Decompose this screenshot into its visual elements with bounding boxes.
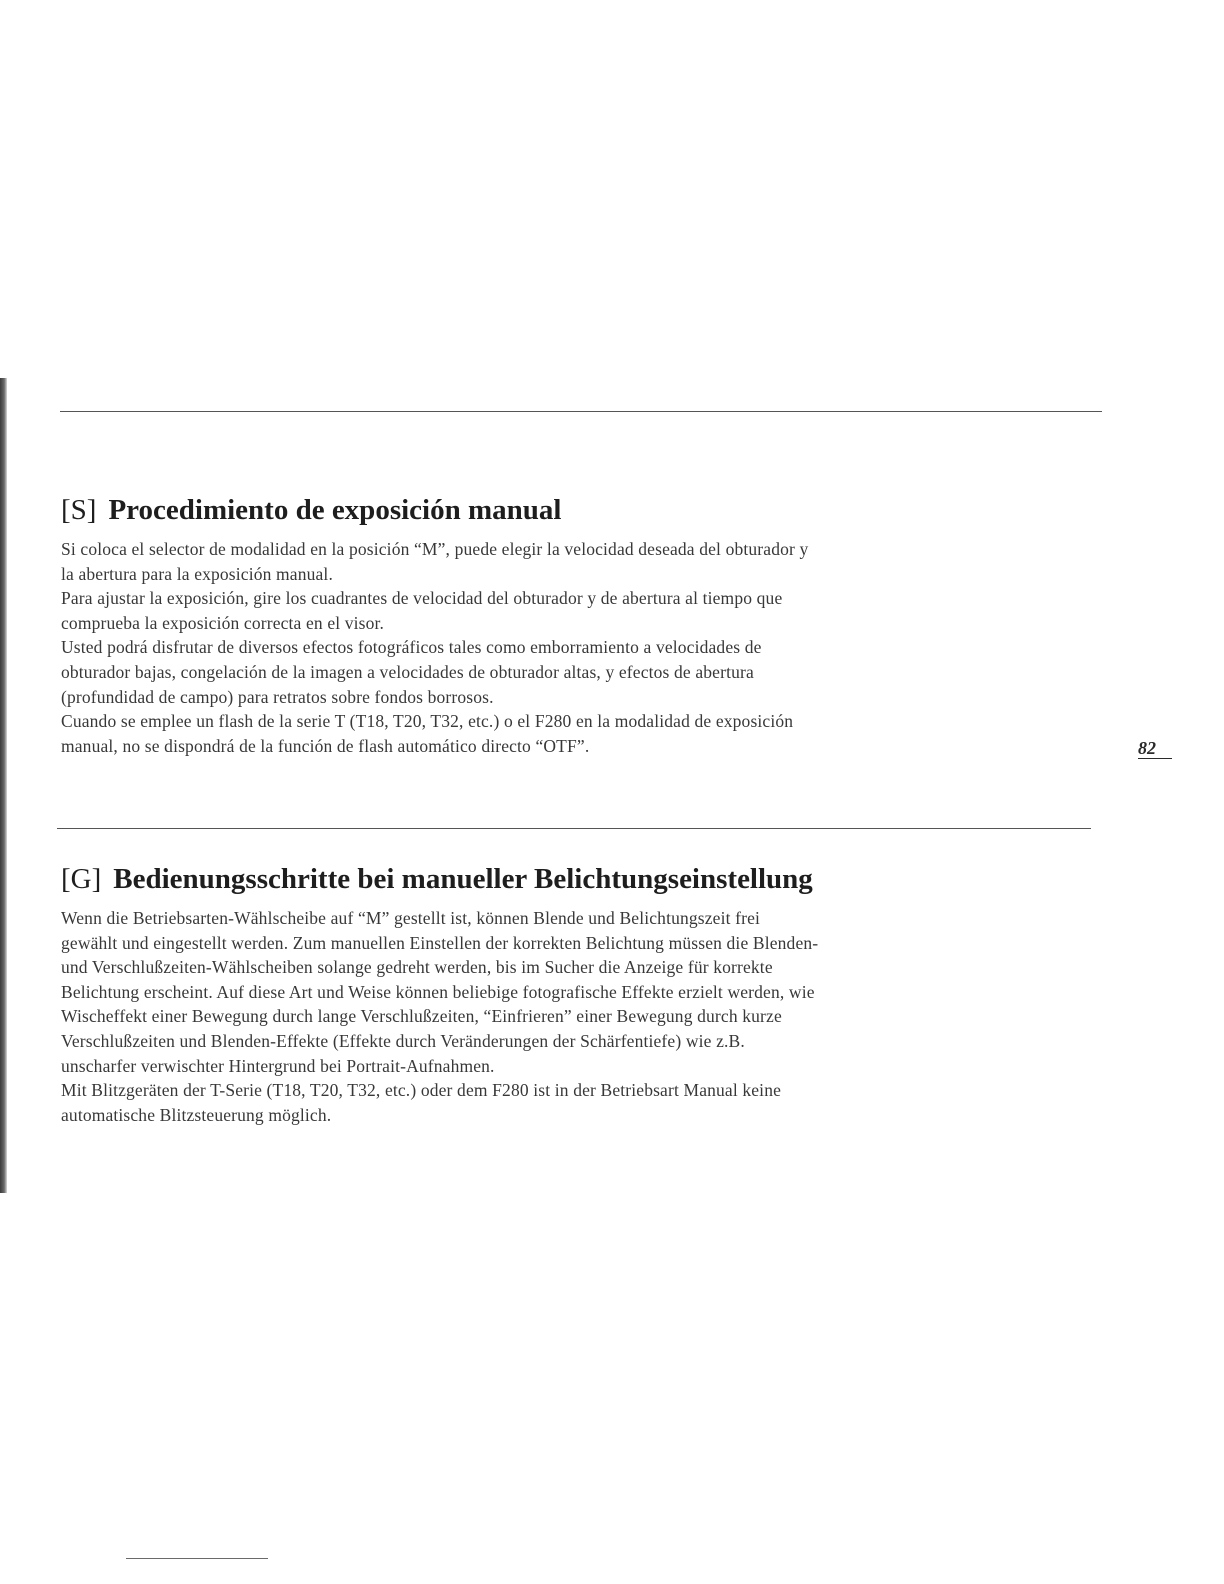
paragraph-line: Cuando se emplee un flash de la serie T (T18, T20, T32, etc.) o el F280 en la modalidad de exposición [61, 711, 794, 732]
page-number: 82 [1138, 738, 1172, 759]
language-tag: [G] [61, 863, 102, 895]
paragraph-line: Wenn die Betriebsarten-Wählscheibe auf “M” gestellt ist, können Blende und Belichtungszeit frei [61, 908, 761, 928]
paragraph-line: obturador bajas, congelación de la imagen a velocidades de obturador altas, y efectos de abertura [61, 661, 754, 682]
paragraph-line: Si coloca el selector de modalidad en la posición “M”, puede elegir la velocidad deseada del obturador y [61, 539, 809, 559]
paragraph-line: la abertura para la exposición manual. [61, 563, 333, 584]
paragraph-line: Para ajustar la exposición, gire los cuadrantes de velocidad del obturador y de abertura al tiempo que [61, 588, 783, 609]
paragraph-line: Verschlußzeiten und Blenden-Effekte (Effekte durch Veränderungen der Schärfentiefe) wie z.B. [61, 1030, 745, 1051]
footnote-rule [126, 1558, 268, 1559]
paragraph-line: manual, no se dispondrá de la función de flash automático directo “OTF”. [61, 735, 590, 756]
paragraph-line: Wischeffekt einer Bewegung durch lange Verschlußzeiten, “Einfrieren” einer Bewegung durch kurze [61, 1006, 782, 1027]
paragraph-line: automatische Blitzsteuerung möglich. [61, 1104, 332, 1125]
section-heading-spanish [61, 492, 1101, 528]
section-title: Bedienungsschritte bei manueller Belichtungseinstellung [113, 863, 813, 895]
paragraph-line: Belichtung erscheint. Auf diese Art und Weise können beliebige fotografische Effekte erzielt werden, wie [61, 981, 815, 1002]
paragraph-line: (profundidad de campo) para retratos sobre fondos borrosos. [61, 686, 494, 707]
top-divider [60, 411, 1102, 412]
section-german [61, 861, 1101, 1127]
paragraph-line: unscharfer verwischter Hintergrund bei Portrait-Aufnahmen. [61, 1055, 495, 1076]
paragraph-line: comprueba la exposición correcta en el visor. [61, 612, 385, 633]
section-title: Procedimiento de exposición manual [108, 494, 562, 526]
section-heading-german [61, 861, 1101, 897]
paragraph-line: Usted podrá disfrutar de diversos efectos fotográficos tales como emborramiento a velocidades de [61, 637, 762, 658]
scan-binding-edge [0, 378, 7, 1193]
paragraph-line: Mit Blitzgeräten der T-Serie (T18, T20, T32, etc.) oder dem F280 ist in der Betriebsart Manual keine [61, 1080, 782, 1101]
paragraph-line: und Verschlußzeiten-Wählscheiben solange gedreht werden, bis im Sucher die Anzeige für korrekte [61, 957, 773, 978]
paragraph-line: gewählt und eingestellt werden. Zum manuellen Einstellen der korrekten Belichtung müssen die Blenden- [61, 932, 819, 953]
language-tag: [S] [61, 494, 97, 526]
middle-divider [57, 828, 1091, 829]
section-spanish [61, 492, 1101, 758]
